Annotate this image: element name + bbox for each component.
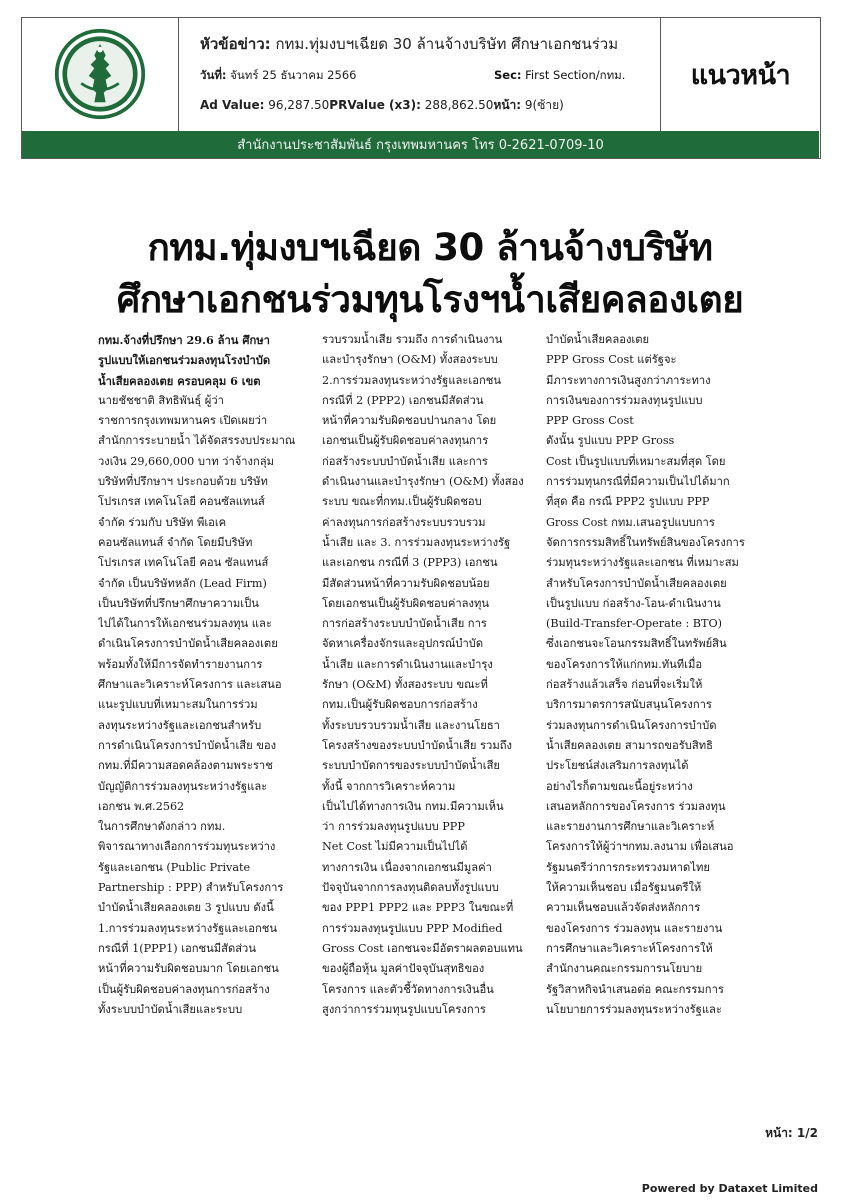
article-line: และบำรุงรักษา (O&M) ทั้งสองระบบ: [322, 353, 498, 367]
headline-meta-row: [200, 32, 655, 56]
article-line: ประโยชน์ส่งเสริมการลงทุนได้: [546, 759, 689, 773]
article-line: รักษา (O&M) ทั้งสองระบบ ขณะที่: [322, 678, 488, 692]
clipping-meta: [179, 18, 661, 131]
section-value: First Section/กทม.: [525, 68, 626, 82]
article-line: การเงินของการร่วมลงทุนรูปแบบ: [546, 393, 703, 407]
article-line: โครงสร้างของระบบบำบัดน้ำเสีย รวมถึง: [322, 738, 512, 752]
article-line: ก่อสร้างแล้วเสร็จ ก่อนที่จะเริ่มให้: [546, 678, 703, 692]
article-line: รัฐและเอกชน (Public Private: [98, 860, 251, 874]
article-line: เป็นรูปแบบ ก่อสร้าง-โอน-ดำเนินงาน: [546, 596, 721, 610]
article-line: ของโครงการให้แก่กทม.ทันทีเมื่อ: [546, 657, 703, 671]
date-value: จันทร์ 25 ธันวาคม 2566: [230, 68, 357, 82]
article-line: Gross Cost เอกชนจะมีอัตราผลตอบแทน: [322, 941, 523, 955]
article-line: การร่วมทุนกรณีที่มีความเป็นไปได้มาก: [546, 475, 730, 489]
ad-value-label: Ad Value:: [200, 98, 265, 112]
article-line: ปัจจุบันจากการลงทุนติดลบทั้งรูปแบบ: [322, 881, 499, 895]
article-line: เป็นไปได้ทางการเงิน กทม.มีความเห็น: [322, 799, 504, 813]
article-line: นโยบายการร่วมลงทุนระหว่างรัฐและ: [546, 1002, 722, 1016]
article-line: พร้อมทั้งให้มีการจัดทำรายงานการ: [98, 657, 263, 671]
article-line: ก่อสร้างระบบบำบัดน้ำเสีย และการ: [322, 454, 488, 468]
article-column-3: [546, 330, 768, 1020]
pr-value: 288,862.50: [424, 98, 494, 112]
article-line: ร่วมทุนระหว่างรัฐและเอกชน ที่เหมาะสม: [546, 556, 739, 570]
article-line: Net Cost ไม่มีความเป็นไปได้: [322, 840, 468, 854]
date-label: วันที่:: [200, 68, 227, 82]
article-line: 1.การร่วมลงทุนระหว่างรัฐและเอกชน: [98, 921, 277, 935]
page-value: 9(ซ้าย): [524, 98, 564, 112]
article-line: ดำเนินโครงการบำบัดน้ำเสียคลองเตย: [98, 637, 278, 651]
article-line: กทม.เป็นผู้รับผิดชอบการก่อสร้าง: [322, 698, 478, 712]
article-line: และรายงานการศึกษาและวิเคราะห์: [546, 820, 715, 834]
article-line: วงเงิน 29,660,000 บาท ว่าจ้างกลุ่ม: [98, 454, 275, 468]
article-line: นายชัชชาติ สิทธิพันธุ์ ผู้ว่า: [98, 393, 224, 407]
article-line: บริการมาตรการสนับสนุนโครงการ: [546, 698, 712, 712]
article-line: ของ PPP1 PPP2 และ PPP3 ในขณะที่: [322, 901, 514, 915]
powered-by: Powered by Dataxet Limited: [641, 1182, 818, 1195]
article-line: ทั้งระบบบำบัดน้ำเสียและระบบ: [98, 1002, 243, 1016]
article-line: ที่สุด คือ กรณี PPP2 รูปแบบ PPP: [546, 495, 710, 509]
article-line: ทั้งนี้ จากการวิเคราะห์ความ: [322, 779, 456, 793]
article-line: ลงทุนระหว่างรัฐและเอกชนสำหรับ: [98, 718, 262, 732]
article-line: ทางการเงิน เนื่องจากเอกชนมีมูลค่า: [322, 860, 492, 874]
section-meta: [494, 67, 625, 85]
article-line: Cost เป็นรูปแบบที่เหมาะสมที่สุด โดย: [546, 454, 726, 468]
article-line: โปรเกรส เทคโนโลยี คอนซัลแทนส์: [98, 495, 265, 509]
article-line: กรณีที่ 1(PPP1) เอกชนมีสัดส่วน: [98, 941, 256, 955]
article-line: รัฐมนตรีว่าการกระทรวงมหาดไทย: [546, 860, 710, 874]
article-line: (Build-Transfer-Operate : BTO): [546, 617, 722, 631]
article-line: จัดหาเครื่องจักรและอุปกรณ์บำบัด: [322, 637, 484, 651]
article-line: มีสัดส่วนหน้าที่ความรับผิดชอบน้อย: [322, 576, 490, 590]
article-line: ให้ความเห็นชอบ เมื่อรัฐมนตรีให้: [546, 881, 702, 895]
article-line: Gross Cost กทม.เสนอรูปแบบการ: [546, 515, 715, 529]
page-indicator: หน้า: 1/2: [765, 1126, 818, 1140]
article-line: น้ำเสีย และการดำเนินงานและบำรุง: [322, 657, 493, 671]
headline-value: กทม.ทุ่มงบฯเฉียด 30 ล้านจ้างบริษัท ศึกษาเอกชนร่วม: [275, 35, 619, 53]
article-line: โปรเกรส เทคโนโลยี คอน ซัลแทนส์: [98, 556, 269, 570]
article-line: ระบบบำบัดการของระบบบำบัดน้ำเสีย: [322, 759, 500, 773]
article-line: สำนักการระบายน้ำ ได้จัดสรรงบประมาณ: [98, 434, 296, 448]
headline-line-2: ศึกษาเอกชนร่วมทุนโรงฯน้ำเสียคลองเตย: [116, 278, 744, 321]
article-line: ของโครงการ ร่วมลงทุน และรายงาน: [546, 921, 723, 935]
article-line: อย่างไรก็ตามขณะนี้อยู่ระหว่าง: [546, 779, 693, 793]
article-line: รัฐวิสาหกิจนำเสนอต่อ คณะกรรมการ: [546, 982, 724, 996]
article-line: โครงการ และตัวชี้วัดทางการเงินอื่น: [322, 982, 494, 996]
article-line: เป็นผู้รับผิดชอบค่าลงทุนการก่อสร้าง: [98, 982, 270, 996]
article-line: น้ำเสีย และ 3. การร่วมลงทุนระหว่างรัฐ: [322, 535, 511, 549]
article-line: จัดการกรรมสิทธิ์ในทรัพย์สินของโครงการ: [546, 535, 745, 549]
article-line: ของผู้ถือหุ้น มูลค่าปัจจุบันสุทธิของ: [322, 962, 485, 976]
bma-emblem-icon: [53, 27, 147, 121]
article-line: PPP Gross Cost: [546, 414, 634, 428]
article-line: ไปได้ในการให้เอกชนร่วมลงทุน และ: [98, 617, 272, 631]
article-column-2: [322, 330, 544, 1020]
article-line: ร่วมลงทุนการดำเนินโครงการบำบัด: [546, 718, 717, 732]
article-line: น้ำเสียคลองเตย ครอบคลุม 6 เขต: [98, 373, 261, 388]
article-line: ว่า การร่วมลงทุนรูปแบบ PPP: [322, 820, 465, 834]
article-line: และเอกชน กรณีที่ 3 (PPP3) เอกชน: [322, 556, 498, 570]
article-line: กทม.ที่มีความสอดคล้องตามพระราช: [98, 759, 273, 773]
article-line: ความเห็นชอบแล้วจัดส่งหลักการ: [546, 901, 701, 915]
article-line: จำกัด เป็นบริษัทหลัก (Lead Firm): [98, 576, 267, 590]
article-line: โครงการให้ผู้ว่าฯกทม.ลงนาม เพื่อเสนอ: [546, 840, 734, 854]
article-line: สำนักงานคณะกรรมการนโยบาย: [546, 962, 703, 976]
article-line: รูปแบบให้เอกชนร่วมลงทุนโรงบำบัด: [98, 353, 271, 368]
newspaper-name: แนวหน้า: [690, 60, 791, 91]
article-line: บัญญัติการร่วมลงทุนระหว่างรัฐและ: [98, 779, 268, 793]
article-line: จำกัด ร่วมกับ บริษัท พีเอเค: [98, 515, 227, 529]
article-line: เอกชนเป็นผู้รับผิดชอบค่าลงทุนการ: [322, 434, 489, 448]
article-line: หน้าที่ความรับผิดชอบปานกลาง โดย: [322, 414, 497, 428]
article-line: บำบัดน้ำเสียคลองเตย: [546, 333, 650, 346]
article-line: ศึกษาและวิเคราะห์โครงการ และเสนอ: [98, 678, 282, 692]
article-line: แนะรูปแบบที่เหมาะสมในการร่วม: [98, 698, 258, 712]
article-column-1: [98, 330, 320, 1020]
article-line: ราชการกรุงเทพมหานคร เปิดเผยว่า: [98, 414, 268, 428]
page-label: หน้า:: [493, 98, 522, 112]
headline-line-1: กทม.ทุ่มงบฯเฉียด 30 ล้านจ้างบริษัท: [147, 226, 713, 269]
article-line: คอนซัลแทนส์ จำกัด โดยมีบริษัท: [98, 535, 253, 549]
pr-value-label: PRValue (x3):: [329, 98, 421, 112]
article-line: PPP Gross Cost แต่รัฐจะ: [546, 353, 677, 367]
article-line: Partnership : PPP) สำหรับโครงการ: [98, 881, 284, 895]
article-line: ดำเนินงานและบำรุงรักษา (O&M) ทั้งสอง: [322, 475, 524, 489]
article-line: สูงกว่าการร่วมทุนรูปแบบโครงการ: [322, 1002, 486, 1016]
clipping-header: [21, 17, 821, 159]
article-line: ระบบ ขณะที่กทม.เป็นผู้รับผิดชอบ: [322, 495, 482, 509]
article-line: บำบัดน้ำเสียคลองเตย 3 รูปแบบ ดังนี้: [98, 901, 274, 915]
article-line: หน้าที่ความรับผิดชอบมาก โดยเอกชน: [98, 962, 279, 976]
article-line: ทั้งระบบรวบรวมน้ำเสีย และงานโยธา: [322, 718, 500, 732]
article-line: โดยเอกชนเป็นผู้รับผิดชอบค่าลงทุน: [322, 596, 489, 610]
article-line: เอกชน พ.ศ.2562: [98, 799, 185, 813]
article-line: พิจารณาทางเลือกการร่วมทุนระหว่าง: [98, 840, 276, 854]
article-line: ในการศึกษาดังกล่าว กทม.: [98, 820, 226, 834]
logo-box: [22, 18, 179, 131]
section-label: Sec:: [494, 68, 522, 82]
article-line: บริษัทที่ปรึกษาฯ ประกอบด้วย บริษัท: [98, 475, 268, 489]
value-meta-row: [200, 96, 564, 115]
headline-label: หัวข้อข่าว:: [200, 35, 271, 53]
article-line: ค่าลงทุนการก่อสร้างระบบรวบรวม: [322, 515, 486, 529]
article-line: การร่วมลงทุนรูปแบบ PPP Modified: [322, 921, 503, 935]
article-line: เสนอหลักการของโครงการ ร่วมลงทุน: [546, 799, 726, 813]
article-line: 2.การร่วมลงทุนระหว่างรัฐและเอกชน: [322, 373, 501, 387]
article-line: การศึกษาและวิเคราะห์โครงการให้: [546, 941, 713, 955]
article-line: มีภาระทางการเงินสูงกว่าภาระทาง: [546, 373, 711, 387]
article-line: ดังนั้น รูปแบบ PPP Gross: [546, 434, 675, 448]
article-line: น้ำเสียคลองเตย สามารถขอรับสิทธิ: [546, 738, 713, 752]
article-line: ซึ่งเอกชนจะโอนกรรมสิทธิ์ในทรัพย์สิน: [546, 637, 727, 651]
article-line: การก่อสร้างระบบบำบัดน้ำเสีย การ: [322, 617, 487, 631]
article-line: เป็นบริษัทที่ปรึกษาศึกษาความเป็น: [98, 596, 259, 610]
article-line: กรณีที่ 2 (PPP2) เอกชนมีสัดส่วน: [322, 393, 484, 407]
article-line: รวบรวมน้ำเสีย รวมถึง การดำเนินงาน: [322, 333, 503, 346]
office-bar: สำนักงานประชาสัมพันธ์ กรุงเทพมหานคร โทร 0-2621-0709-10: [22, 131, 819, 158]
article-line: กทม.จ้างที่ปรึกษา 29.6 ล้าน ศึกษา: [98, 333, 270, 347]
article-line: การดำเนินโครงการบำบัดน้ำเสีย ของ: [98, 738, 277, 752]
ad-value: 96,287.50: [268, 98, 330, 112]
article-headline: [70, 222, 790, 326]
article-line: สำหรับโครงการบำบัดน้ำเสียคลองเตย: [546, 576, 727, 590]
